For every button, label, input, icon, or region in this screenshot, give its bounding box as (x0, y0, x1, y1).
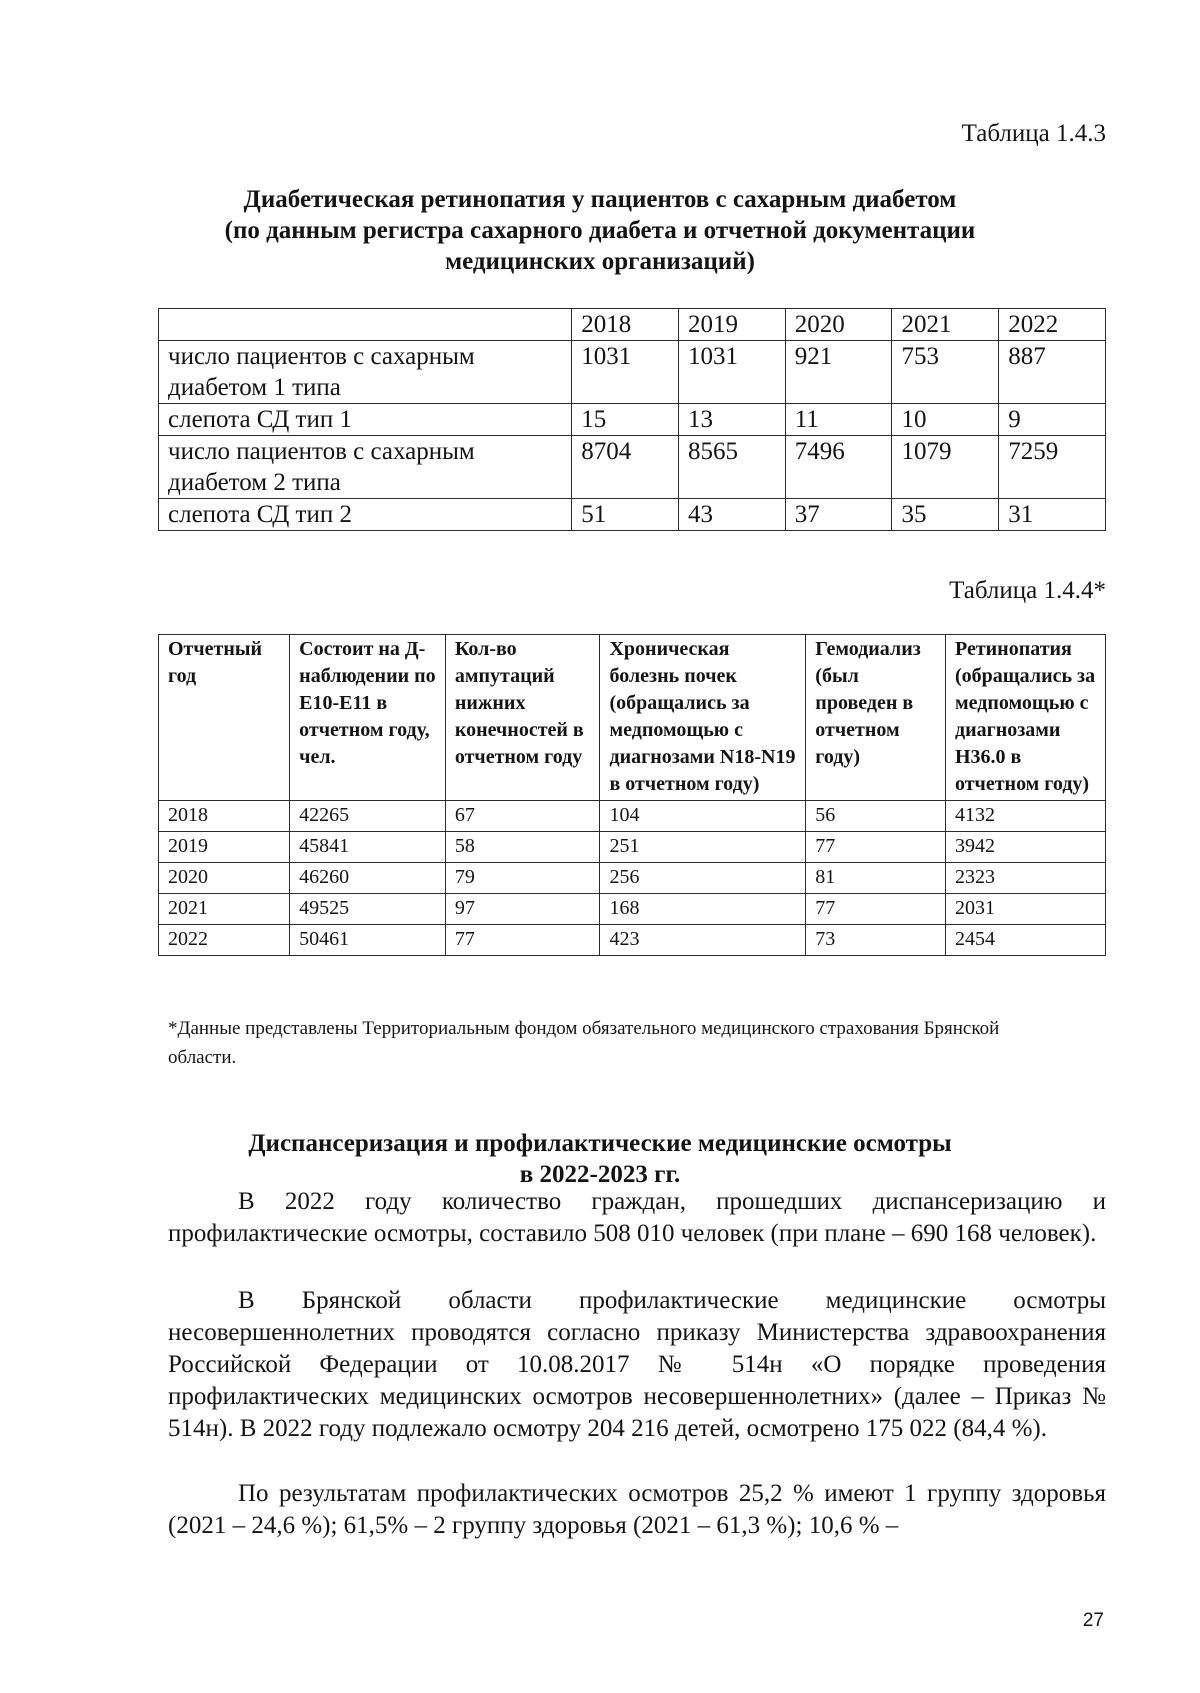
table-cell: 2454 (946, 925, 1106, 956)
table-cell: 58 (445, 832, 600, 863)
table-cell: 77 (806, 832, 946, 863)
section-title-line: в 2022-2023 гг. (519, 1161, 681, 1188)
header-cell: Гемодиализ (был проведен в отчетном году) (806, 635, 946, 801)
header-cell-year: 2022 (999, 309, 1106, 341)
header-cell: Ретинопатия (обращались за медпомощью с диагнозами Н36.0 в отчетном году) (946, 635, 1106, 801)
table-cell: 7259 (999, 436, 1106, 499)
table2-footnote: *Данные представлены Территориальным фондом обязательного медицинского страхования Брянской области. (168, 1018, 1000, 1068)
section-title-line: Диспансеризация и профилактические медицинские осмотры (248, 1130, 952, 1157)
table-cell: 8704 (572, 436, 679, 499)
header-cell: Хроническая болезнь почек (обращались за медпомощью с диагнозами N18-N19 в отчетном году) (600, 635, 806, 801)
table-row (159, 801, 1106, 832)
header-cell: Кол-во ампутаций нижних конечностей в отчетном году (445, 635, 600, 801)
table-cell: 56 (806, 801, 946, 832)
header-cell-year: 2020 (785, 309, 892, 341)
table-cell: 8565 (678, 436, 785, 499)
table-cell: 67 (445, 801, 600, 832)
table-cell: 11 (785, 404, 892, 436)
table-cell: 9 (999, 404, 1106, 436)
table-cell: 1031 (678, 341, 785, 404)
table-cell: 97 (445, 894, 600, 925)
table-cell: 45841 (290, 832, 446, 863)
table-cell: 4132 (946, 801, 1106, 832)
table-row (159, 863, 1106, 894)
table-cell: 43 (678, 499, 785, 531)
paragraph-text: В 2022 году количество граждан, прошедших диспансеризацию и профилактические осмотры, составило 508 010 человек (при плане – 690 168 человек). (168, 1188, 1106, 1247)
header-cell: Состоит на Д-наблюдении по Е10-Е11 в отчетном году, чел. (290, 635, 446, 801)
body-paragraph (168, 1186, 1106, 1250)
table-cell: 42265 (290, 801, 446, 832)
table-cell: 2022 (159, 925, 290, 956)
table-cell: 51 (572, 499, 679, 531)
table-cell: 50461 (290, 925, 446, 956)
table-cell: 1079 (892, 436, 999, 499)
table2-caption: Таблица 1.4.4* (949, 577, 1106, 604)
table-cell: 77 (806, 894, 946, 925)
table-cell: 887 (999, 341, 1106, 404)
table-cell: 2031 (946, 894, 1106, 925)
retinopathy-table (158, 308, 1106, 531)
table-cell: 1031 (572, 341, 679, 404)
header-cell-year: 2021 (892, 309, 999, 341)
paragraph-text: В Брянской области профилактические медицинские осмотры несовершеннолетних проводятся согласно приказу Министерства здравоохранения Российской Федерации от 10.08.2017 № 514н «О порядке проведения профилактических медицинских осмотров несовершеннолетних» (далее – Приказ № 514н). В 2022 году подлежало осмотру 204 216 детей, осмотрено 175 022 (84,4 %). (168, 1287, 1106, 1442)
table-row (159, 341, 1106, 404)
table1-title-line: Диабетическая ретинопатия у пациентов с сахарным диабетом (243, 186, 957, 213)
table-cell: 10 (892, 404, 999, 436)
table-cell: 13 (678, 404, 785, 436)
table-row (159, 832, 1106, 863)
table-row (159, 499, 1106, 531)
table-row (159, 925, 1106, 956)
table1-title (160, 184, 1040, 277)
section-title (160, 1128, 1040, 1190)
table-header-row (159, 635, 1106, 801)
diabetes-complications-table (158, 634, 1106, 956)
table-cell: 3942 (946, 832, 1106, 863)
header-cell-empty (159, 309, 572, 341)
table-cell: 921 (785, 341, 892, 404)
body-paragraph (168, 1478, 1106, 1542)
table-cell: 2020 (159, 863, 290, 894)
table-row (159, 894, 1106, 925)
row-label: число пациентов с сахарным диабетом 1 типа (159, 341, 572, 404)
table1-title-line: (по данным регистра сахарного диабета и отчетной документации (224, 217, 976, 244)
table-cell: 2323 (946, 863, 1106, 894)
table-cell: 46260 (290, 863, 446, 894)
row-label: слепота СД тип 1 (159, 404, 572, 436)
row-label: число пациентов с сахарным диабетом 2 типа (159, 436, 572, 499)
table-cell: 104 (600, 801, 806, 832)
table-cell: 15 (572, 404, 679, 436)
table-cell: 2018 (159, 801, 290, 832)
table-header-row (159, 309, 1106, 341)
table-cell: 423 (600, 925, 806, 956)
table-row (159, 404, 1106, 436)
table-cell: 35 (892, 499, 999, 531)
table-cell: 31 (999, 499, 1106, 531)
table1-title-line: медицинских организаций) (445, 248, 755, 275)
table-cell: 251 (600, 832, 806, 863)
table1-caption: Таблица 1.4.3 (961, 120, 1106, 147)
table-cell: 37 (785, 499, 892, 531)
table-cell: 49525 (290, 894, 446, 925)
table-cell: 73 (806, 925, 946, 956)
table-cell: 7496 (785, 436, 892, 499)
header-cell: Отчетный год (159, 635, 290, 801)
table-cell: 2019 (159, 832, 290, 863)
table-cell: 256 (600, 863, 806, 894)
row-label: слепота СД тип 2 (159, 499, 572, 531)
table-cell: 168 (600, 894, 806, 925)
paragraph-text: По результатам профилактических осмотров 25,2 % имеют 1 группу здоровья (2021 – 24,6 %); 61,5% – 2 группу здоровья (2021 – 61,3 %); 10,6 % – (168, 1480, 1106, 1539)
table-cell: 79 (445, 863, 600, 894)
body-paragraph (168, 1285, 1106, 1445)
table-cell: 81 (806, 863, 946, 894)
header-cell-year: 2019 (678, 309, 785, 341)
table-cell: 77 (445, 925, 600, 956)
table-cell: 2021 (159, 894, 290, 925)
table-cell: 753 (892, 341, 999, 404)
header-cell-year: 2018 (572, 309, 679, 341)
table-row (159, 436, 1106, 499)
page-number: 27 (1082, 1610, 1104, 1631)
